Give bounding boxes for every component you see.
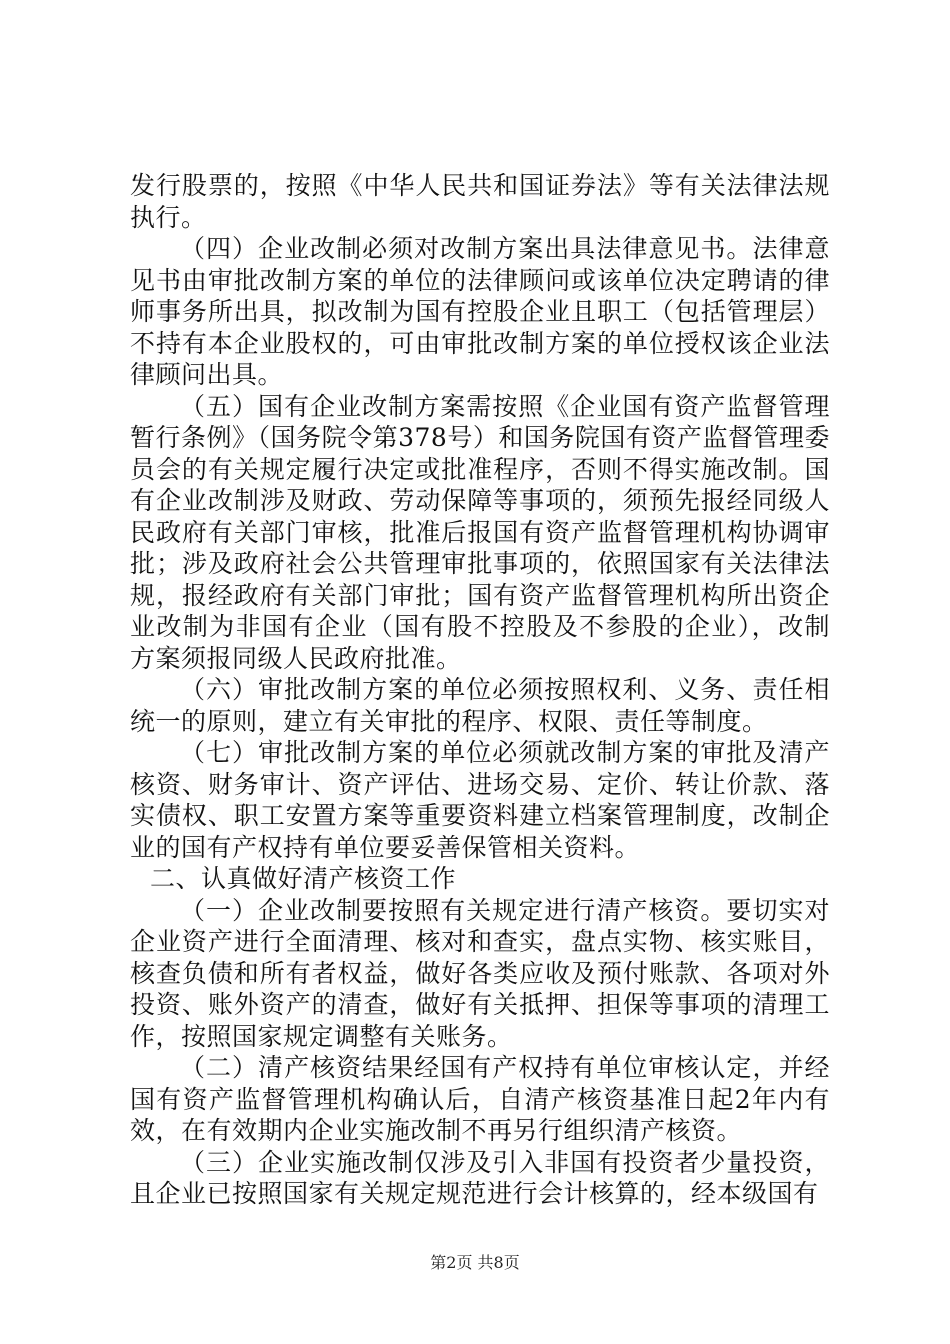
paragraph-item-1: （一）企业改制要按照有关规定进行清产核资。要切实对企业资产进行全面清理、核对和查实，盘点实物、核实账目，核查负债和所有者权益，做好各类应收及预付账款、各项对外投资、账外资产的清查，做好有关抵押、担保等事项的清理工作，按照国家规定调整有关账务。	[130, 895, 830, 1051]
paragraph-item-2: （二）清产核资结果经国有产权持有单位审核认定，并经国有资产监督管理机构确认后，自清产核资基准日起2年内有效，在有效期内企业实施改制不再另行组织清产核资。	[130, 1053, 830, 1145]
paragraph-item-7: （七）审批改制方案的单位必须就改制方案的审批及清产核资、财务审计、资产评估、进场交易、定价、转让价款、落实债权、职工安置方案等重要资料建立档案管理制度，改制企业的国有产权持有单位要妥善保管相关资料。	[130, 738, 830, 862]
paragraph-item-4: （四）企业改制必须对改制方案出具法律意见书。法律意见书由审批改制方案的单位的法律顾问或该单位决定聘请的律师事务所出具，拟改制为国有控股企业且职工（包括管理层）不持有本企业股权的，可由审批改制方案的单位授权该企业法律顾问出具。	[130, 234, 830, 389]
paragraph-item-6: （六）审批改制方案的单位必须按照权利、义务、责任相统一的原则，建立有关审批的程序、权限、责任等制度。	[130, 675, 830, 736]
paragraph-item-3: （三）企业实施改制仅涉及引入非国有投资者少量投资，且企业已按照国家有关规定规范进行会计核算的，经本级国有	[130, 1147, 830, 1208]
section-heading: 二、认真做好清产核资工作	[150, 864, 457, 893]
paragraph-continuation: 发行股票的，按照《中华人民共和国证券法》等有关法律法规执行。	[130, 171, 830, 232]
document-body	[130, 170, 830, 1210]
paragraph-item-5: （五）国有企业改制方案需按照《企业国有资产监督管理暂行条例》（国务院令第378号）和国务院国有资产监督管理委员会的有关规定履行决定或批准程序，否则不得实施改制。国有企业改制涉及财政、劳动保障等事项的，须预先报经同级人民政府有关部门审核，批准后报国有资产监督管理机构协调审批；涉及政府社会公共管理审批事项的，依照国家有关法律法规，报经政府有关部门审批；国有资产监督管理机构所出资企业改制为非国有企业（国有股不控股及不参股的企业），改制方案须报同级人民政府批准。	[130, 391, 830, 673]
page-footer: 第2页 共8页	[430, 1253, 520, 1272]
